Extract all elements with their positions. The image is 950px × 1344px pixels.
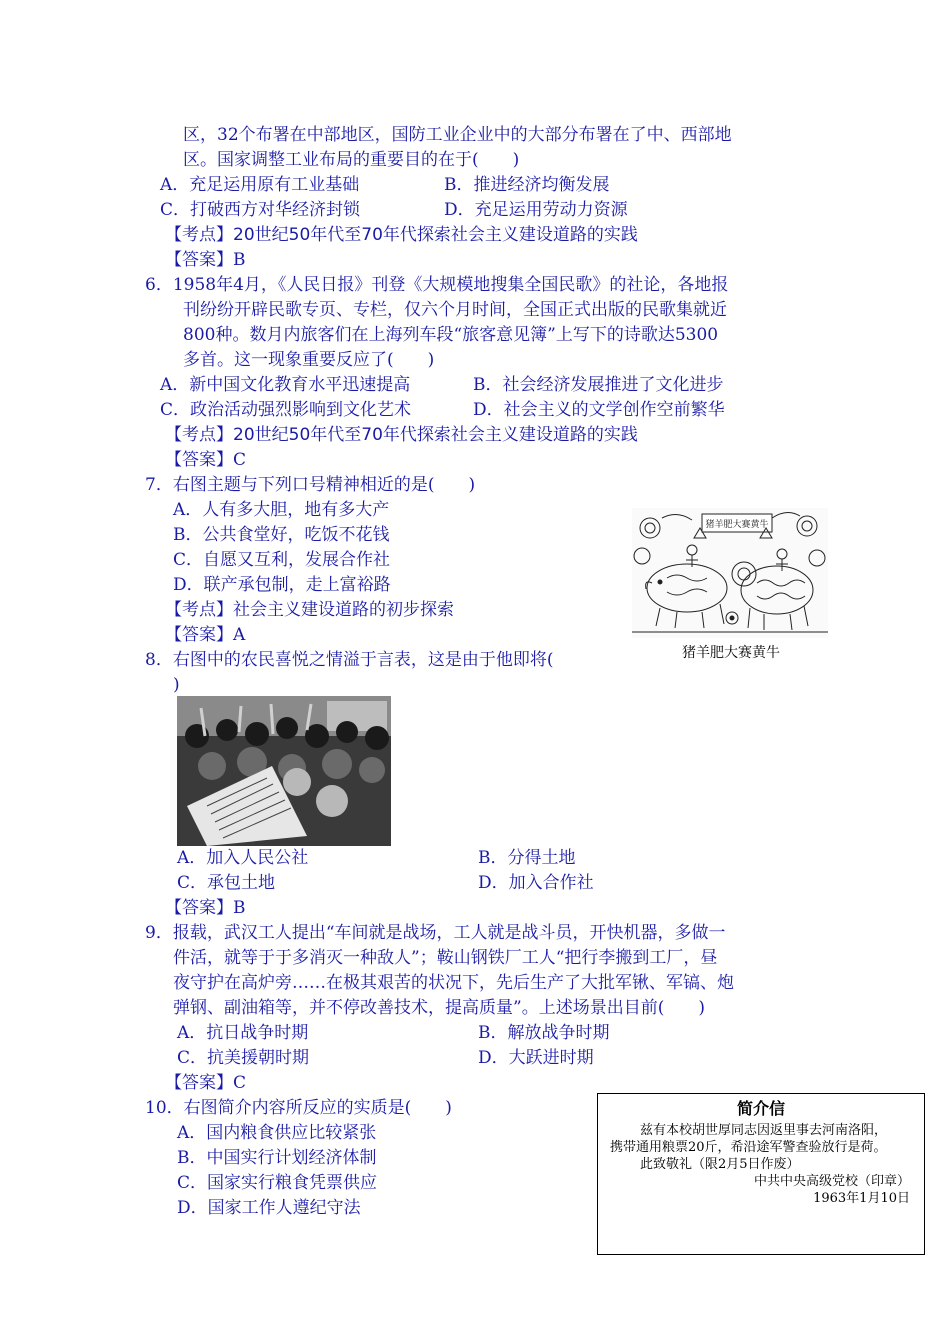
q5-option-c: C．打破西方对华经济封锁 bbox=[160, 200, 361, 220]
q10-option-b: B．中国实行计划经济体制 bbox=[177, 1148, 377, 1168]
q5-option-b: B．推进经济均衡发展 bbox=[444, 175, 610, 195]
q9-option-d: D．大跃进时期 bbox=[478, 1048, 594, 1068]
q8-answer: 【答案】B bbox=[165, 898, 246, 918]
introduction-letter bbox=[597, 1093, 925, 1255]
letter-signature: 中共中央高级党校（印章） bbox=[753, 1174, 910, 1189]
q9-stem-line-4: 弹钢、副油箱等，并不停改善技术，提高质量”。上述场景出目前( ) bbox=[173, 998, 705, 1018]
q9-option-b: B．解放战争时期 bbox=[478, 1023, 610, 1043]
q6-stem-line-4: 多首。这一现象重要反应了( ) bbox=[183, 350, 435, 370]
q8-option-d: D．加入合作社 bbox=[478, 873, 594, 893]
q6-option-b: B．社会经济发展推进了文化进步 bbox=[473, 375, 724, 395]
farmers-photo bbox=[177, 696, 391, 846]
q6-option-c: C．政治活动强烈影响到文化艺术 bbox=[160, 400, 412, 420]
q6-stem-line-2: 刊纷纷开辟民歌专页、专栏，仅六个月时间，全国正式出版的民歌集就近 bbox=[183, 300, 727, 320]
letter-date: 1963年1月10日 bbox=[813, 1191, 910, 1206]
farmers-photo-drawing bbox=[177, 696, 391, 846]
q6-option-d: D．社会主义的文学创作空前繁华 bbox=[473, 400, 725, 420]
q6-option-a: A．新中国文化教育水平迅速提高 bbox=[160, 375, 411, 395]
q10-option-a: A．国内粮食供应比较紧张 bbox=[177, 1123, 377, 1143]
q9-option-c: C．抗美援朝时期 bbox=[177, 1048, 310, 1068]
q6-answer: 【答案】C bbox=[165, 450, 247, 470]
q6-stem-line-1: 6．1958年4月，《人民日报》刊登《大规模地搜集全国民歌》的社论，各地报 bbox=[145, 275, 729, 295]
q7-option-a: A．人有多大胆，地有多大产 bbox=[173, 500, 390, 520]
q7-stem: 7．右图主题与下列口号精神相近的是( ) bbox=[145, 475, 476, 495]
letter-line-1: 兹有本校胡世厚同志因返里事去河南洛阳， bbox=[640, 1123, 888, 1138]
letter-line-3: 此致敬礼（限2月5日作废） bbox=[640, 1157, 800, 1172]
q9-stem-line-1: 9．报载，武汉工人提出“车间就是战场，工人就是战斗员，开快机器，多做一 bbox=[145, 923, 726, 943]
q8-option-a: A．加入人民公社 bbox=[177, 848, 309, 868]
q6-stem-line-3: 800种。数月内旅客们在上海列车段“旅客意见簿”上写下的诗歌达5300 bbox=[183, 325, 719, 345]
q5-option-d: D．充足运用劳动力资源 bbox=[444, 200, 628, 220]
q7-option-d: D．联产承包制，走上富裕路 bbox=[173, 575, 391, 595]
q5-option-a: A．充足运用原有工业基础 bbox=[160, 175, 360, 195]
q8-stem-line-2: ) bbox=[173, 675, 180, 695]
letter-line-2: 携带通用粮票20斤，希沿途军警查验放行是荷。 bbox=[610, 1140, 887, 1155]
papercut-illustration bbox=[632, 508, 828, 638]
q10-option-d: D．国家工作人遵纪守法 bbox=[177, 1198, 361, 1218]
q5-stem-line-1: 区，32个布署在中部地区，国防工业企业中的大部分布署在了中、西部地 bbox=[183, 125, 732, 145]
q8-stem-line-1: 8．右图中的农民喜悦之情溢于言表，这是由于他即将( bbox=[145, 650, 554, 670]
papercut-caption: 猪羊肥大赛黄牛 bbox=[682, 645, 780, 661]
q9-stem-line-3: 夜守护在高炉旁……在极其艰苦的状况下，先后生产了大批军锹、军镐、炮 bbox=[173, 973, 734, 993]
papercut-image bbox=[632, 508, 828, 638]
q8-option-c: C．承包土地 bbox=[177, 873, 276, 893]
q7-option-b: B．公共食堂好，吃饭不花钱 bbox=[173, 525, 390, 545]
q7-kaodian: 【考点】社会主义建设道路的初步探索 bbox=[165, 600, 454, 620]
q9-answer: 【答案】C bbox=[165, 1073, 247, 1093]
q5-kaodian: 【考点】20世纪50年代至70年代探索社会主义建设道路的实践 bbox=[165, 225, 638, 245]
q7-option-c: C．自愿又互利，发展合作社 bbox=[173, 550, 391, 570]
q10-stem: 10．右图简介内容所反应的实质是( ) bbox=[145, 1098, 452, 1118]
q10-option-c: C．国家实行粮食凭票供应 bbox=[177, 1173, 378, 1193]
q7-answer: 【答案】A bbox=[165, 625, 246, 645]
q9-stem-line-2: 件活，就等于于多消灭一种敌人”；鞍山钢铁厂工人“把行李搬到工厂，昼 bbox=[173, 948, 718, 968]
q5-answer: 【答案】B bbox=[165, 250, 246, 270]
q5-stem-line-2: 区。国家调整工业布局的重要目的在于( ) bbox=[183, 150, 520, 170]
q6-kaodian: 【考点】20世纪50年代至70年代探索社会主义建设道路的实践 bbox=[165, 425, 638, 445]
q8-option-b: B．分得土地 bbox=[478, 848, 576, 868]
letter-title: 简介信 bbox=[736, 1099, 785, 1118]
q9-option-a: A．抗日战争时期 bbox=[177, 1023, 309, 1043]
papercut-banner-text: 猪羊肥大赛黄牛 bbox=[705, 520, 769, 530]
